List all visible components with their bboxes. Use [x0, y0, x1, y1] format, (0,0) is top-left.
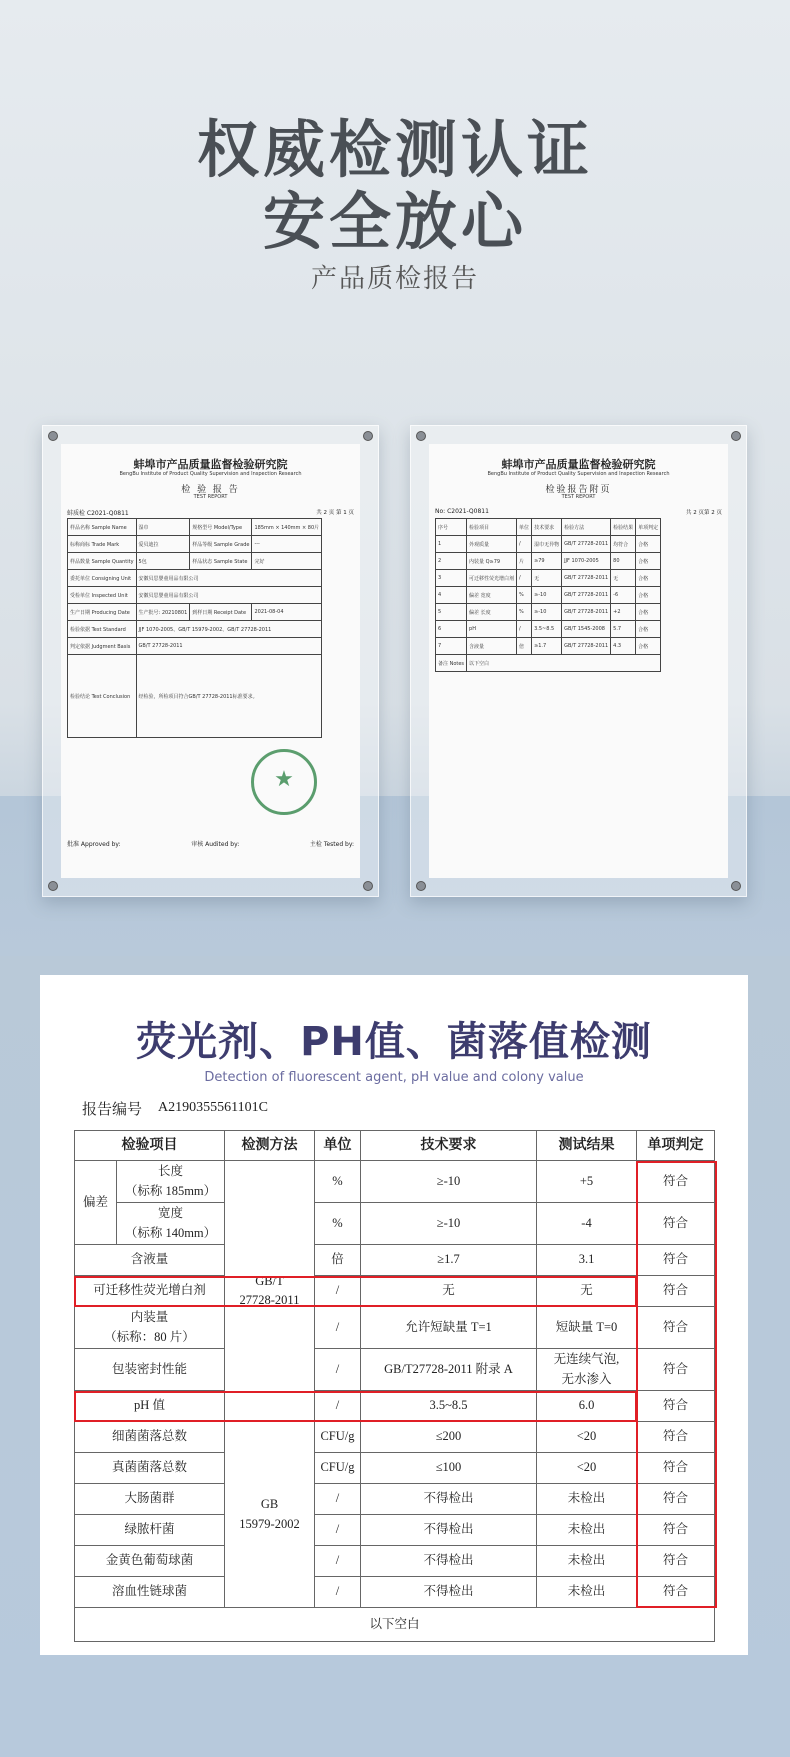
doc-info-cell: 判定依据 Judgment Basis [68, 638, 137, 655]
doc-info-row [68, 587, 322, 604]
seal-result-line1: 无连续气泡, [553, 1352, 620, 1367]
doc-results-cell: 5 [436, 604, 467, 621]
table-footer-row [75, 1608, 715, 1642]
doc-results-cell: 偏差 宽度 [467, 587, 517, 604]
doc-info-cell: 生产日期 Producing Date [68, 604, 137, 621]
doc-results-cell: 内装量 Q≥79 [467, 553, 517, 570]
doc-results-cell: % [517, 604, 532, 621]
item-name: 可迁移性荧光增白剂 [75, 1276, 225, 1307]
doc-info-cell: 安徽贝思婴童用品有限公司 [136, 570, 322, 587]
doc-results-row [436, 587, 661, 604]
header-verdict: 单项判定 [637, 1131, 715, 1161]
table-row [75, 1203, 715, 1245]
tested-by: 主检 Tested by: [309, 841, 354, 848]
req-cell: ≥-10 [361, 1203, 537, 1245]
doc-results-cell: ≥1.7 [532, 638, 562, 655]
unit-cell: / [315, 1577, 361, 1608]
result-cell: <20 [537, 1422, 637, 1453]
doc-info-row [68, 604, 322, 621]
hero-title-line2: 安全放心 [262, 185, 527, 258]
report-number-label: 报告编号 [82, 1102, 143, 1118]
req-cell: 无 [361, 1276, 537, 1307]
doc-results-cell: % [517, 587, 532, 604]
doc-title: 检验报告附页 [545, 485, 612, 495]
screw-icon [363, 881, 373, 891]
doc-conclusion: 经检验，所检项目符合GB/T 27728-2011标准要求。 [136, 655, 322, 738]
req-cell: ≤100 [361, 1453, 537, 1484]
table-row [75, 1546, 715, 1577]
screw-icon [416, 431, 426, 441]
doc-info-cell: 样品状态 Sample State [190, 553, 252, 570]
doc-org-name: 蚌埠市产品质量监督检验研究院 [133, 458, 288, 471]
unit-cell: / [315, 1484, 361, 1515]
method-a-line1: GB/T [255, 1273, 284, 1288]
doc-results-cell: ≥-10 [532, 587, 562, 604]
table-row [75, 1349, 715, 1391]
doc-page: 共 2 页 第 1 页 [316, 510, 354, 516]
certificate-paper [429, 444, 728, 878]
doc-info-cell: --- [252, 536, 322, 553]
item-name: 绿脓杆菌 [75, 1515, 225, 1546]
doc-info-cell: 受检单位 Inspected Unit [68, 587, 137, 604]
fluorescent-highlight-box [74, 1273, 637, 1307]
doc-info-cell: 委托单位 Consigning Unit [68, 570, 137, 587]
doc-results-cell: 合格 [636, 587, 661, 604]
doc-results-header-cell: 单位 [517, 519, 532, 536]
table-header-row [75, 1131, 715, 1161]
doc-info-row [68, 553, 322, 570]
doc-results-row [436, 553, 661, 570]
doc-results-cell: GB/T 27728-2011 [562, 536, 611, 553]
doc-title-en: TEST REPORT [193, 494, 228, 500]
doc-blank: 以下空白 [467, 655, 661, 672]
seal-result-line2: 无水渗入 [561, 1371, 612, 1386]
card-subtitle: Detection of fluorescent agent, pH value and colony value [204, 1070, 584, 1085]
doc-results-cell: pH [467, 621, 517, 638]
doc-info-cell: GB/T 27728-2011 [136, 638, 322, 655]
quantity-label: 内装量 [130, 1310, 169, 1325]
doc-info-row [68, 536, 322, 553]
result-cell: 短缺量 T=0 [537, 1307, 637, 1349]
verdict-cell: 符合 [637, 1245, 715, 1276]
doc-results-cell: / [517, 570, 532, 587]
unit-cell: % [315, 1161, 361, 1203]
unit-cell: / [315, 1307, 361, 1349]
req-cell: 不得检出 [361, 1546, 537, 1577]
table-row [75, 1422, 715, 1453]
result-cell: 未检出 [537, 1546, 637, 1577]
doc-results-cell: +2 [611, 604, 636, 621]
doc-results-cell: 偏差 长度 [467, 604, 517, 621]
item-name [75, 1307, 225, 1349]
doc-info-table [67, 518, 322, 738]
doc-notes-label: 备注 Notes [436, 655, 467, 672]
req-cell: 不得检出 [361, 1484, 537, 1515]
report-number: A2190355561101C [158, 1100, 268, 1115]
result-cell: 6.0 [537, 1391, 637, 1422]
doc-results-cell: GB/T 27728-2011 [562, 570, 611, 587]
doc-results-cell: 2 [436, 553, 467, 570]
doc-org-name: 蚌埠市产品质量监督检验研究院 [501, 458, 656, 471]
doc-info-cell: 样品名称 Sample Name [68, 519, 137, 536]
doc-results-header-cell: 序号 [436, 519, 467, 536]
header-unit: 单位 [315, 1131, 361, 1161]
item-name [117, 1203, 225, 1245]
doc-title: 检 验 报 告 [181, 485, 240, 495]
doc-serial: 蚌质检 C2021-Q0811 [67, 510, 129, 517]
doc-page: 共 2 页第 2 页 [686, 510, 722, 516]
width-label: 宽度 [157, 1206, 183, 1221]
doc-results-cell: 无 [532, 570, 562, 587]
doc-results-cell: JJF 1070-2005 [562, 553, 611, 570]
doc-org-name-en: BengBu Institute of Product Quality Supervision and Inspection Research [119, 471, 302, 477]
table-footer: 以下空白 [75, 1608, 715, 1642]
item-name: 真菌菌落总数 [75, 1453, 225, 1484]
result-cell: 无 [537, 1276, 637, 1307]
method-b-line2: 15979-2002 [239, 1516, 300, 1531]
signature-row [67, 839, 354, 848]
doc-info-cell: 爱贝迪拉 [136, 536, 190, 553]
doc-results-cell: 湿巾无异物 [532, 536, 562, 553]
doc-results-cell: 合格 [636, 570, 661, 587]
doc-info-cell: 2021-08-04 [252, 604, 322, 621]
table-row [75, 1453, 715, 1484]
screw-icon [363, 431, 373, 441]
certificate-frame-left [42, 425, 379, 897]
item-name: 溶血性链球菌 [75, 1577, 225, 1608]
doc-results-cell: ≥-10 [532, 604, 562, 621]
quantity-nominal: （标称：80 片） [104, 1329, 195, 1344]
doc-results-row [436, 604, 661, 621]
doc-org-name-en: BengBu Institute of Product Quality Supervision and Inspection Research [487, 471, 670, 477]
verdict-cell: 符合 [637, 1515, 715, 1546]
item-name: 大肠菌群 [75, 1484, 225, 1515]
header-method: 检测方法 [225, 1131, 315, 1161]
verdict-cell: 符合 [637, 1453, 715, 1484]
unit-cell: / [315, 1349, 361, 1391]
screw-icon [731, 431, 741, 441]
verdict-cell: 符合 [637, 1546, 715, 1577]
doc-results-cell: 无 [611, 570, 636, 587]
certificate-paper [61, 444, 360, 878]
doc-results-cell: 合格 [636, 536, 661, 553]
item-name [117, 1161, 225, 1203]
approved-by: 批准 Approved by: [67, 841, 121, 848]
certificate-frame-right [410, 425, 747, 897]
doc-info-cell: JJF 1070-2005、GB/T 15979-2002、GB/T 27728-2011 [136, 621, 322, 638]
hero-title-line1: 权威检测认证 [196, 113, 593, 186]
verdict-cell: 符合 [637, 1161, 715, 1203]
req-cell: ≤200 [361, 1422, 537, 1453]
doc-results-cell: 片 [517, 553, 532, 570]
unit-cell: / [315, 1276, 361, 1307]
table-row [75, 1161, 715, 1203]
doc-results-cell: / [517, 536, 532, 553]
header-item: 检验项目 [75, 1131, 225, 1161]
doc-results-table [435, 518, 661, 672]
hero-subtitle: 产品质检报告 [310, 264, 479, 294]
doc-results-header-cell: 检验结果 [611, 519, 636, 536]
result-cell: 未检出 [537, 1484, 637, 1515]
doc-results-row [436, 638, 661, 655]
verdict-cell: 符合 [637, 1203, 715, 1245]
doc-results-cell: / [517, 621, 532, 638]
doc-results-cell: 可迁移性荧光增白剂 [467, 570, 517, 587]
result-cell: +5 [537, 1161, 637, 1203]
doc-info-row [68, 621, 322, 638]
deviation-label: 偏差 [75, 1161, 117, 1245]
screw-icon [416, 881, 426, 891]
result-cell: -4 [537, 1203, 637, 1245]
verdict-highlight-box [636, 1161, 718, 1608]
header-requirement: 技术要求 [361, 1131, 537, 1161]
doc-results-header [436, 519, 661, 536]
req-cell: GB/T27728-2011 附录 A [361, 1349, 537, 1391]
result-cell: 未检出 [537, 1515, 637, 1546]
doc-results-cell: 3.5~8.5 [532, 621, 562, 638]
length-label: 长度 [157, 1164, 183, 1179]
doc-info-cell: 样品数量 Sample Quantity [68, 553, 137, 570]
doc-results-cell: 倍 [517, 638, 532, 655]
result-cell [537, 1349, 637, 1391]
doc-results-cell: 80 [611, 553, 636, 570]
req-cell: 3.5~8.5 [361, 1391, 537, 1422]
verdict-cell: 符合 [637, 1391, 715, 1422]
doc-results-row [436, 536, 661, 553]
item-name: 金黄色葡萄球菌 [75, 1546, 225, 1577]
table-row [75, 1577, 715, 1608]
verdict-cell: 符合 [637, 1422, 715, 1453]
doc-results-cell: 3 [436, 570, 467, 587]
verdict-cell: 符合 [637, 1307, 715, 1349]
req-cell: ≥1.7 [361, 1245, 537, 1276]
method-b-line1: GB [260, 1497, 279, 1512]
doc-results-cell: GB/T 27728-2011 [562, 638, 611, 655]
verdict-cell: 符合 [637, 1577, 715, 1608]
result-cell: 3.1 [537, 1245, 637, 1276]
unit-cell: / [315, 1391, 361, 1422]
doc-results-cell: 6 [436, 621, 467, 638]
doc-info-cell: 生产批号: 20210801 [136, 604, 190, 621]
result-cell: 未检出 [537, 1577, 637, 1608]
detection-table [74, 1130, 715, 1642]
doc-results-header-cell: 检验方法 [562, 519, 611, 536]
doc-results-cell: 1 [436, 536, 467, 553]
doc-info-row [68, 570, 322, 587]
doc-results-header-cell: 技术要求 [532, 519, 562, 536]
method-cell [225, 1422, 315, 1608]
verdict-cell: 符合 [637, 1484, 715, 1515]
table-row [75, 1484, 715, 1515]
result-cell: <20 [537, 1453, 637, 1484]
doc-info-cell: 185mm × 140mm × 80片 [252, 519, 322, 536]
doc-serial: No: C2021-Q0811 [435, 508, 489, 515]
doc-conclusion-label: 检验结论 Test Conclusion [68, 655, 137, 738]
method-a-line2: 27728-2011 [239, 1293, 300, 1307]
doc-results-cell: GB/T 27728-2011 [562, 604, 611, 621]
doc-info-cell: 5包 [136, 553, 190, 570]
doc-results-cell: 4 [436, 587, 467, 604]
unit-cell: % [315, 1203, 361, 1245]
card-title: 荧光剂、PH值、菌落值检测 [136, 1019, 652, 1065]
ph-highlight-box [74, 1391, 637, 1422]
table-row [75, 1245, 715, 1276]
screw-icon [48, 881, 58, 891]
screw-icon [731, 881, 741, 891]
header-result: 测试结果 [537, 1131, 637, 1161]
doc-info-cell: 湿巾 [136, 519, 190, 536]
doc-info-cell: 到样日期 Receipt Date [190, 604, 252, 621]
doc-results-cell: GB/T 27728-2011 [562, 587, 611, 604]
unit-cell: 倍 [315, 1245, 361, 1276]
screw-icon [48, 431, 58, 441]
doc-results-cell: 含液量 [467, 638, 517, 655]
item-name: 含液量 [75, 1245, 225, 1276]
doc-info-cell: 完好 [252, 553, 322, 570]
table-row [75, 1515, 715, 1546]
doc-results-cell: 合格 [636, 621, 661, 638]
doc-info-cell: 样品等级 Sample Grade [190, 536, 252, 553]
doc-results-cell: 合格 [636, 638, 661, 655]
doc-results-cell: 4.3 [611, 638, 636, 655]
doc-info-cell: 规格型号 Model/Type [190, 519, 252, 536]
verdict-cell: 符合 [637, 1276, 715, 1307]
doc-results-cell: -6 [611, 587, 636, 604]
table-row [75, 1307, 715, 1349]
doc-info-row [68, 519, 322, 536]
unit-cell: CFU/g [315, 1453, 361, 1484]
doc-results-row [436, 621, 661, 638]
req-cell: ≥-10 [361, 1161, 537, 1203]
unit-cell: CFU/g [315, 1422, 361, 1453]
detection-card [40, 975, 748, 1655]
req-cell: 允许短缺量 T=1 [361, 1307, 537, 1349]
doc-results-cell: 外观质量 [467, 536, 517, 553]
doc-results-cell: 5.7 [611, 621, 636, 638]
doc-results-cell: GB/T 1545-2008 [562, 621, 611, 638]
doc-info-cell: 标称商标 Trade Mark [68, 536, 137, 553]
doc-results-cell: 合格 [636, 553, 661, 570]
length-nominal: （标称 185mm） [124, 1183, 217, 1198]
req-cell: 不得检出 [361, 1515, 537, 1546]
doc-results-row [436, 570, 661, 587]
doc-results-cell: 7 [436, 638, 467, 655]
doc-info-cell: 检验依据 Test Standard [68, 621, 137, 638]
inspection-stamp: ★ [251, 749, 317, 815]
unit-cell: / [315, 1515, 361, 1546]
doc-results-header-cell: 检验项目 [467, 519, 517, 536]
audited-by: 审核 Audited by: [191, 841, 240, 848]
item-name: pH 值 [75, 1391, 225, 1422]
doc-results-header-cell: 单项判定 [636, 519, 661, 536]
doc-results-cell: 均符合 [611, 536, 636, 553]
doc-title-en: TEST REPORT [561, 494, 596, 500]
item-name: 包装密封性能 [75, 1349, 225, 1391]
req-cell: 不得检出 [361, 1577, 537, 1608]
verdict-cell: 符合 [637, 1349, 715, 1391]
doc-results-cell: 合格 [636, 604, 661, 621]
width-nominal: （标称 140mm） [124, 1225, 217, 1240]
doc-results-cell: ≥79 [532, 553, 562, 570]
unit-cell: / [315, 1546, 361, 1577]
doc-info-row [68, 638, 322, 655]
item-name: 细菌菌落总数 [75, 1422, 225, 1453]
doc-info-cell: 安徽贝思婴童用品有限公司 [136, 587, 322, 604]
